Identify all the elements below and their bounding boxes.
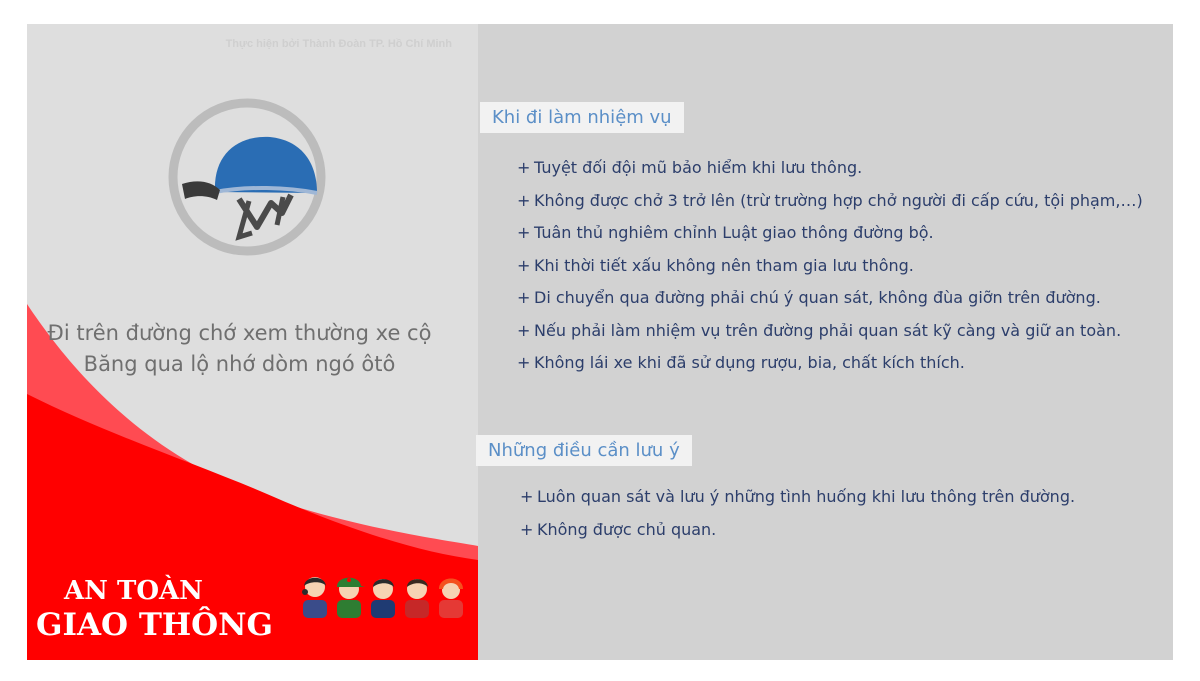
people-group-icon	[299, 572, 469, 618]
list-item: + Tuyệt đối đội mũ bảo hiểm khi lưu thông.	[517, 158, 863, 177]
left-panel	[27, 24, 478, 660]
notes-list	[520, 481, 1075, 546]
list-item: + Không được chở 3 trở lên (trừ trường hợp chở người đi cấp cứu, tội phạm,…)	[517, 190, 1143, 210]
list-item: + Không lái xe khi đã sử dụng rượu, bia, chất kích thích.	[517, 353, 965, 372]
brand-line-2: GIAO THÔNG	[36, 607, 273, 643]
slogan-line-1: Đi trên đường chớ xem thường xe cộ	[47, 321, 432, 345]
brand-line-1: AN TOÀN	[64, 576, 203, 606]
slogan	[27, 318, 452, 380]
list-item: + Tuân thủ nghiêm chỉnh Luật giao thông đường bộ.	[517, 223, 934, 242]
list-item: + Luôn quan sát và lưu ý những tình huống khi lưu thông trên đường.	[520, 487, 1076, 506]
slide	[27, 24, 1173, 660]
section-title-duty: Khi đi làm nhiệm vụ	[480, 102, 684, 133]
list-item: + Nếu phải làm nhiệm vụ trên đường phải quan sát kỹ càng và giữ an toàn.	[517, 320, 1122, 340]
credit-text: Thực hiện bởi Thành Đoàn TP. Hồ Chí Minh	[225, 38, 452, 50]
helmet-icon	[167, 97, 327, 257]
section-title-notes: Những điều cần lưu ý	[476, 435, 692, 466]
slogan-line-2: Băng qua lộ nhớ dòm ngó ôtô	[83, 352, 396, 376]
duty-list	[517, 152, 1143, 380]
list-item: + Khi thời tiết xấu không nên tham gia lưu thông.	[517, 255, 914, 275]
list-item: + Di chuyển qua đường phải chú ý quan sát, không đùa giỡn trên đường.	[517, 288, 1101, 307]
list-item: + Không được chủ quan.	[520, 519, 717, 539]
brand-title	[36, 576, 273, 644]
